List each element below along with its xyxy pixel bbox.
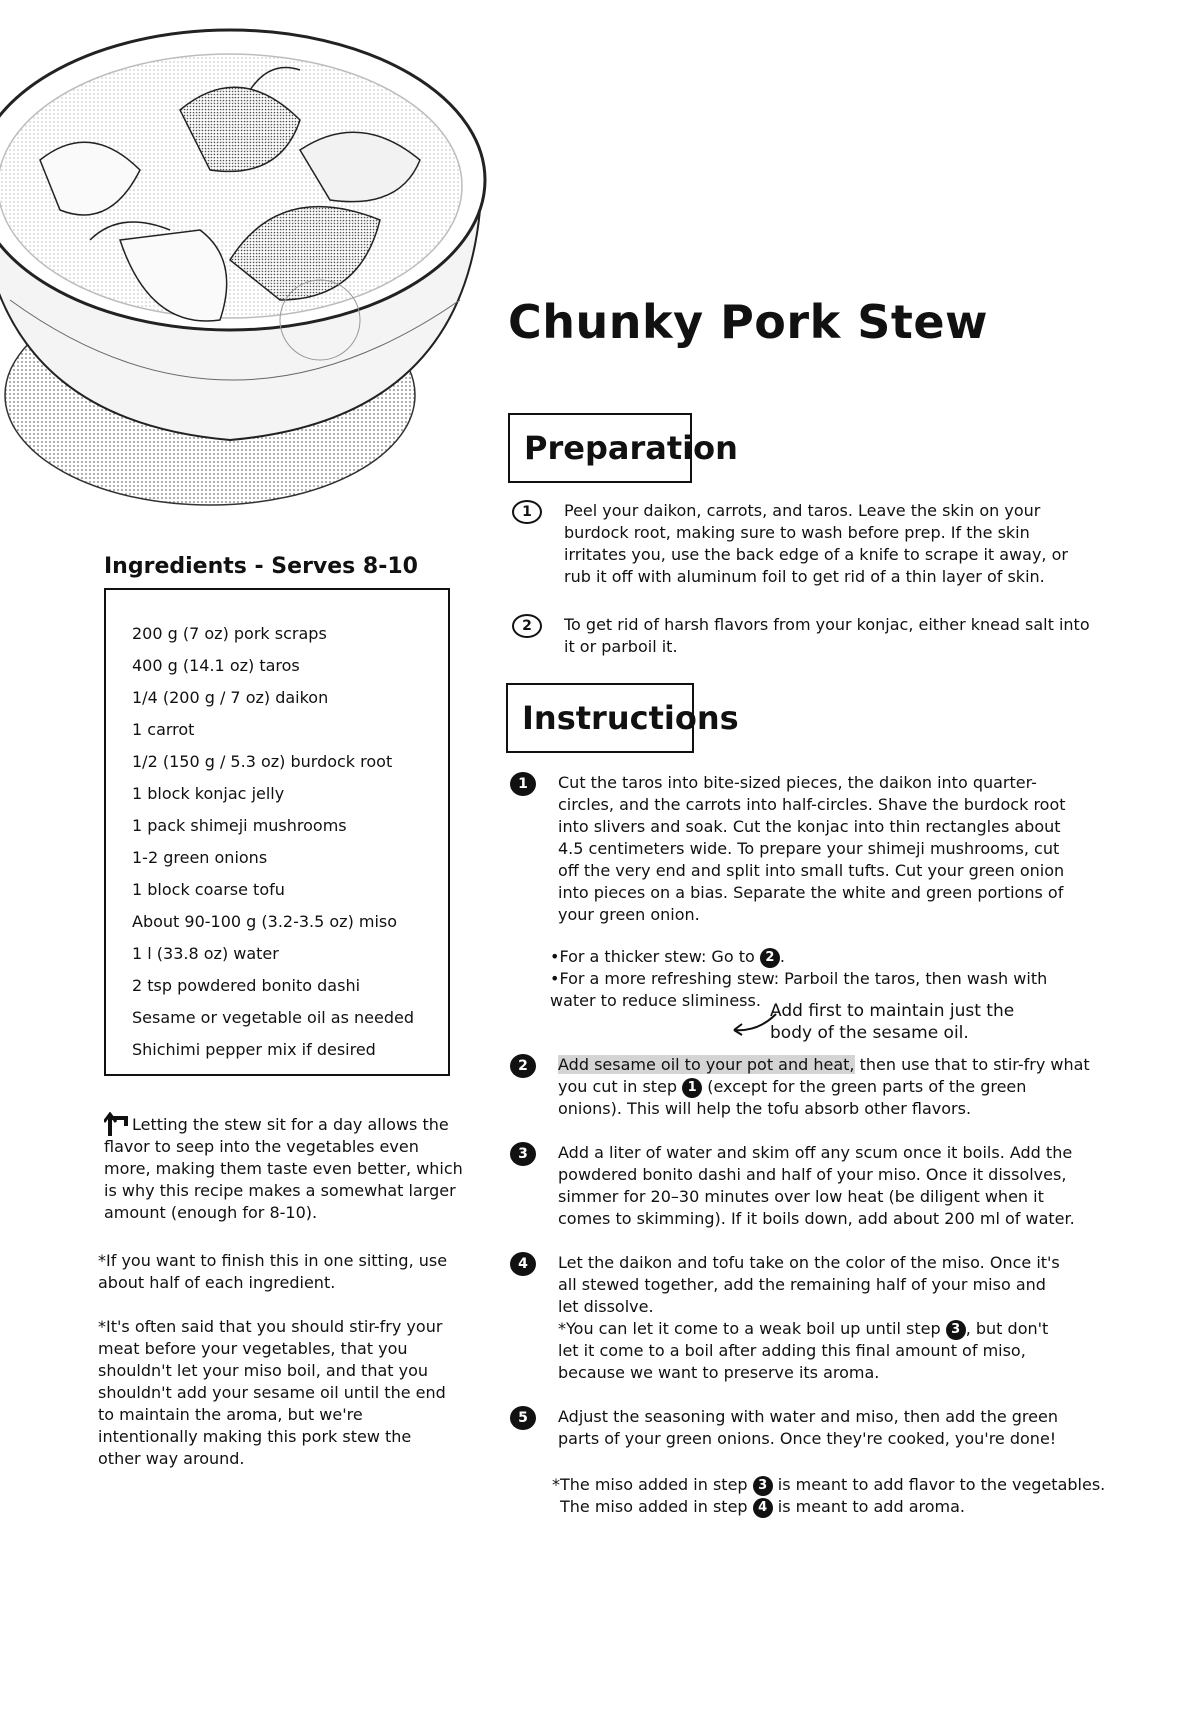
instruction-step-text: Add a liter of water and skim off any scum once it boils. Add the powdered bonito dashi and half of your miso. Once it dissolves, simmer for 20–30 minutes over low heat (be diligent when it comes to skimming). If it boils down, add about 200 ml of water. xyxy=(558,1143,1075,1228)
step-text-part: Let the daikon and tofu take on the color of the miso. Once it's all stewed together, add the remaining half of your miso and let dissolve. xyxy=(558,1253,1060,1316)
note-text: The miso added in step xyxy=(560,1497,753,1516)
instruction-step-5 xyxy=(510,1406,1090,1450)
step-number-badge: 4 xyxy=(510,1252,536,1276)
instruction-step-1 xyxy=(510,772,1070,926)
half-portion-note: *If you want to finish this in one sitting, use about half of each ingredient. xyxy=(98,1251,448,1292)
tip-text: . xyxy=(779,947,785,966)
step-ref-badge: 3 xyxy=(753,1476,773,1496)
cooking-order-note: *It's often said that you should stir-fry your meat before your vegetables, that you shouldn't let your miso boil, and that you shouldn't add your sesame oil until the end to maintain the aroma, but we're intentionally making this pork stew the other way around. xyxy=(98,1317,446,1468)
step-number-badge: 2 xyxy=(512,614,542,638)
note-text: is meant to add flavor to the vegetables. xyxy=(772,1475,1106,1494)
instructions-heading: Instructions xyxy=(506,683,694,753)
prep-step-2 xyxy=(512,614,1092,658)
thicker-stew-tip xyxy=(550,946,1070,968)
ingredient-item: 1-2 green onions xyxy=(132,848,268,867)
instruction-step-text: Adjust the seasoning with water and miso, then add the green parts of your green onions. Once they're cooked, you're done! xyxy=(558,1407,1058,1448)
instruction-step-text xyxy=(558,1252,1070,1384)
instruction-step-3 xyxy=(510,1142,1090,1230)
note-text: is meant to add aroma. xyxy=(772,1497,965,1516)
step-ref-badge: 4 xyxy=(753,1498,773,1518)
step-number-badge: 3 xyxy=(510,1142,536,1166)
step-number-badge: 1 xyxy=(510,772,536,796)
preparation-heading: Preparation xyxy=(508,413,692,483)
ingredient-item: About 90-100 g (3.2-3.5 oz) miso xyxy=(132,912,398,931)
ingredient-item: Shichimi pepper mix if desired xyxy=(132,1040,376,1059)
prep-step-text: To get rid of harsh flavors from your konjac, either knead salt into it or parboil it. xyxy=(564,615,1090,656)
miso-note-line-1 xyxy=(552,1474,1112,1496)
instruction-step-2 xyxy=(510,1054,1090,1120)
stew-bowl-illustration xyxy=(0,0,500,520)
step-ref-badge: 2 xyxy=(760,948,780,968)
step-number-badge: 1 xyxy=(512,500,542,524)
step-ref-badge: 1 xyxy=(682,1078,702,1098)
ingredient-item: 400 g (14.1 oz) taros xyxy=(132,656,300,675)
ingredient-item: 1/4 (200 g / 7 oz) daikon xyxy=(132,688,329,707)
ingredient-item: 1 block coarse tofu xyxy=(132,880,285,899)
miso-note-line-2 xyxy=(552,1496,1112,1518)
prep-step-text: Peel your daikon, carrots, and taros. Leave the skin on your burdock root, making sure to wash before prep. If the skin irritates you, use the back edge of a knife to scrape it away, or rub it off with aluminum foil to get rid of a thin layer of skin. xyxy=(564,501,1068,586)
instruction-step-text: Cut the taros into bite-sized pieces, the daikon into quarter-circles, and the carrots into half-circles. Shave the burdock root into slivers and soak. Cut the konjac into thin rectangles about 4.5 centimeters wide. To prepare your shimeji mushrooms, cut off the very end and split into small tufts. Cut your green onion into pieces on a bias. Separate the white and green portions of your green onion. xyxy=(558,773,1066,924)
note-text: *You can let it come to a weak boil up until step xyxy=(558,1319,946,1338)
recipe-title: Chunky Pork Stew xyxy=(508,295,989,349)
ingredient-item: 1 l (33.8 oz) water xyxy=(132,944,279,963)
instruction-step-4 xyxy=(510,1252,1070,1384)
ingredient-item: Sesame or vegetable oil as needed xyxy=(132,1008,415,1027)
sit-note: Letting the stew sit for a day allows the flavor to seep into the vegetables even more, making them taste even better, which is why this recipe makes a somewhat larger amount (enough for 8-10). xyxy=(104,1115,463,1222)
note-text: *The miso added in step xyxy=(552,1475,753,1494)
instruction-step-text xyxy=(558,1054,1090,1120)
ingredients-list xyxy=(106,590,448,1066)
prep-step-1 xyxy=(512,500,1092,588)
ingredient-item: 1 carrot xyxy=(132,720,195,739)
step-number-badge: 2 xyxy=(510,1054,536,1078)
sesame-oil-annotation: Add first to maintain just the body of the sesame oil. xyxy=(770,1001,1015,1043)
ingredient-item: 1/2 (150 g / 5.3 oz) burdock root xyxy=(132,752,393,771)
refreshing-stew-tip: •For a more refreshing stew: Parboil the taros, then wash with water to reduce sliminess. xyxy=(550,969,1048,1010)
step-text-part: (except for the green parts of the green onions). This will help the tofu absorb other flavors. xyxy=(558,1077,1027,1118)
ingredients-heading: Ingredients - Serves 8-10 xyxy=(104,554,418,579)
miso-final-note xyxy=(552,1474,1112,1518)
ingredients-box xyxy=(104,588,450,1076)
step-ref-badge: 3 xyxy=(946,1320,966,1340)
ingredient-item: 200 g (7 oz) pork scraps xyxy=(132,624,327,643)
ingredient-item: 2 tsp powdered bonito dashi xyxy=(132,976,361,995)
step-text-part: then use that to stir-fry what you cut in step xyxy=(558,1055,1090,1096)
step-4-note xyxy=(558,1319,1048,1382)
note-text: , but don't let it come to a boil after adding this final amount of miso, because we want to preserve its aroma. xyxy=(558,1319,1049,1382)
ingredient-item: 1 block konjac jelly xyxy=(132,784,285,803)
step-number-badge: 5 xyxy=(510,1406,536,1430)
ingredient-item: 1 pack shimeji mushrooms xyxy=(132,816,347,835)
tip-text: •For a thicker stew: Go to xyxy=(550,947,755,966)
highlighted-text: Add sesame oil to your pot and heat, xyxy=(558,1055,855,1074)
